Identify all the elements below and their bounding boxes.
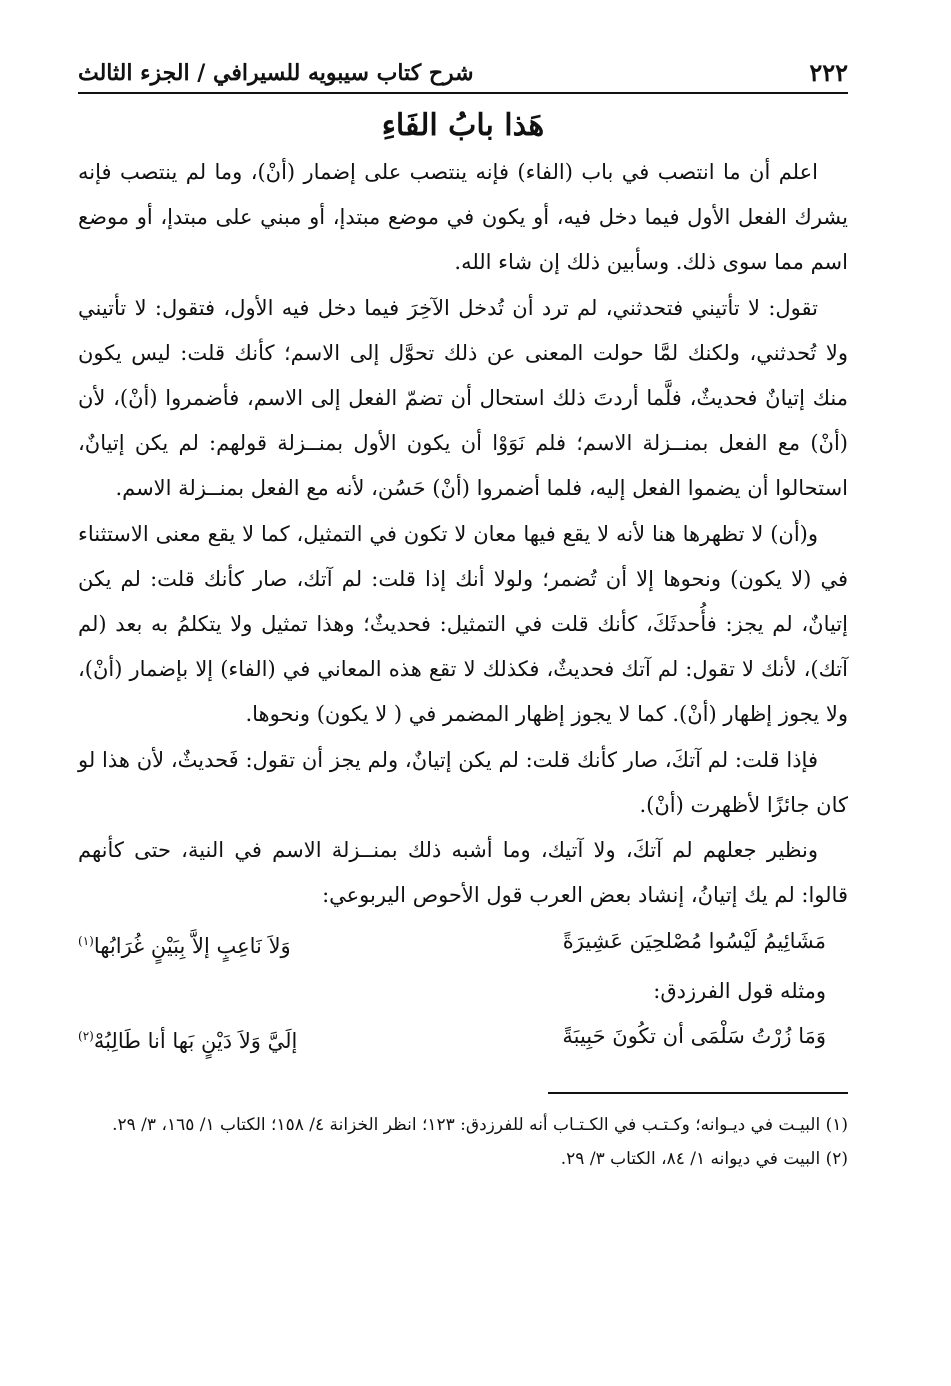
paragraph-1: اعلم أن ما انتصب في باب (الفاء) فإنه ينتصب على إضمار (أنْ)، وما لم ينتصب فإنه يشرك الفعل الأول فيما دخل فيه، أو يكون في موضع مبتدإ، أو مبني على مبتدإ، أو موضع اسم مما سوى ذلك. وسأبين ذلك إن شاء الله. xyxy=(78,160,848,275)
verse-intro: ومثله قول الفرزدق: xyxy=(653,979,826,1004)
verse-second-text: وَلاَ نَاعِبٍ إلاَّ بِبَيْنٍ غُرَابُها xyxy=(93,934,291,959)
verse-second-hemistich xyxy=(78,1013,297,1064)
page-header xyxy=(78,58,848,94)
verse-first-hemistich: مَشَائِيمُ لَيْسُوا مُصْلحِيَن عَشِيرَةً xyxy=(562,929,826,954)
chapter-title: هَذا بابُ الفَاءِ xyxy=(381,108,545,143)
page-number: ٢٢٢ xyxy=(809,58,848,87)
running-head: شرح كتاب سيبويه للسيرافي / الجزء الثالث xyxy=(78,60,474,86)
page xyxy=(78,58,848,1176)
paragraph-4: فإذا قلت: لم آتكَ، صار كأنك قلت: لم يكن إتيانٌ، ولم يجز أن تقول: فَحديثٌ، لأن هذا لو كان جائزًا لأظهرت (أنْ). xyxy=(78,747,848,817)
verse-second-text: إلَيَّ وَلاَ دَيْنٍ بَها أنا طَالِبُهْ xyxy=(93,1029,298,1054)
footnote-1: (١) البيـت في ديـوانه؛ وكـتـب في الكـتـاب أنه للفرزدق: ١٢٣؛ انظر الخزانة ٤/ ١٥٨؛ الكتاب ١/ ١٦٥، ٣/ ٢٩. xyxy=(112,1115,848,1136)
paragraph-2: تقول: لا تأتيني فتحدثني، لم ترد أن تُدخل الآخِرَ فيما دخل فيه الأول، فتقول: لا تأتيني ولا تُحدثني، ولكنك لمَّا حولت المعنى عن ذلك تحوَّل إلى الاسم؛ كأنك قلت: ليس يكون منك إتيانٌ فحديثٌ، فلَّما أردتَ ذلك استحال أن تضمّ الفعل إلى الاسم، فأضمروا (أنْ)، لأن (أنْ) مع الفعل بمنــزلة الاسم؛ فلم نَوَوْا أن يكون الأول بمنــزلة قولهم: لم يكن إتيانٌ، استحالوا أن يضموا الفعل إليه، فلما أضمروا (أنْ) حَسُن، لأنه مع الفعل بمنــزلة الاسم. xyxy=(78,295,848,501)
footnote-divider xyxy=(548,1092,848,1094)
footnote-ref-1: (١) xyxy=(78,934,94,949)
verse-al-farazdaq xyxy=(78,1013,848,1064)
verse-second-hemistich xyxy=(78,918,291,969)
paragraph-5: ونظير جعلهم لم آتكَ، ولا آتيك، وما أشبه ذلك بمنــزلة الاسم في النية، حتى كأنهم قالوا: لم يك إتيانُ، إنشاد بعض العرب قول الأحوص اليربوعي: xyxy=(78,838,848,908)
paragraph-3: و(أن) لا تظهرها هنا لأنه لا يقع فيها معان لا تكون في التمثيل، كما لا يقع معنى الاستثناء في (لا يكون) ونحوها إلا أن تُضمر؛ ولولا أنك إذا قلت: لم آتك، صار كأنك قلت: لم يكن إتيانٌ، لم يجز: فأُحدثَكَ، كأنك قلت في التمثيل: فحديثٌ؛ وهذا تمثيل ولا يتكلمُ به بعد (لم آتك)، لأنك لا تقول: لم آتك فحديثٌ، فكذلك لا تقع هذه المعاني في (الفاء) إلا بإضمار (أنْ)، ولا يجوز إظهار (أنْ). كما لا يجوز إظهار المضمر في ( لا يكون) ونحوها. xyxy=(78,521,848,727)
footnote-2: (٢) البيت في ديوانه ١/ ٨٤، الكتاب ٣/ ٢٩. xyxy=(560,1149,848,1170)
footnote-ref-2: (٢) xyxy=(78,1029,94,1044)
verse-first-hemistich: وَمَا زُرْتُ سَلْمَى أن تكُونَ حَبِيبَةً xyxy=(562,1024,826,1049)
verse-al-ahwas xyxy=(78,918,848,969)
